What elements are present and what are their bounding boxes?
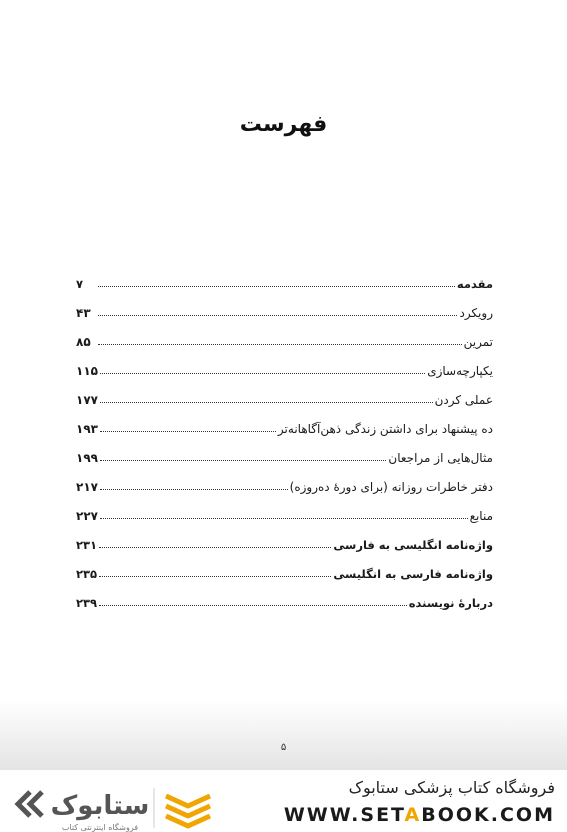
logo-subtext: فروشگاه اینترنتی کتاب: [61, 823, 139, 832]
dot-leader: [99, 575, 331, 577]
toc-entry-title: واژه‌نامه فارسی به انگلیسی: [333, 567, 493, 581]
page-title: فهرست: [239, 112, 328, 137]
dot-leader: [99, 604, 407, 606]
toc-entry-page: ۲۲۷: [76, 509, 98, 523]
toc-entry-page: ۲۳۱: [76, 538, 98, 552]
toc-entry-page: ۴۳: [76, 306, 91, 320]
toc-row: [76, 494, 493, 523]
toc-entry-title: رویکرد: [459, 306, 493, 320]
toc-entry-title: دفتر خاطرات روزانه (برای دورۀ ده‌روزه): [289, 480, 493, 494]
page-number: ۵: [280, 742, 287, 753]
store-logo: [8, 780, 218, 832]
dot-leader: [100, 517, 468, 519]
url-suffix: BOOK.COM: [421, 804, 555, 826]
dot-leader: [99, 546, 331, 548]
toc-row: [76, 291, 493, 320]
toc-entry-title: تمرین: [463, 335, 493, 349]
toc-entry-title: واژه‌نامه انگلیسی به فارسی: [333, 538, 493, 552]
table-of-contents: [76, 262, 493, 610]
store-url: [284, 804, 555, 826]
dot-leader: [98, 343, 462, 345]
store-name: فروشگاه کتاب پزشکی ستابوک: [348, 778, 555, 797]
url-accent: A: [404, 804, 422, 826]
toc-entry-title: یکپارچه‌سازی: [427, 364, 493, 378]
toc-row: [76, 523, 493, 552]
toc-entry-page: ۷: [76, 277, 84, 291]
dot-leader: [98, 314, 457, 316]
toc-entry-page: ۲۱۷: [76, 480, 98, 494]
watermark-footer: [0, 770, 567, 832]
toc-row: [76, 407, 493, 436]
toc-entry-title: مثال‌هایی از مراجعان: [388, 451, 493, 465]
dot-leader: [100, 488, 288, 490]
toc-entry-page: ۲۳۵: [76, 567, 98, 581]
toc-entry-title: عملی کردن: [434, 393, 493, 407]
double-chevron-icon: [18, 792, 42, 816]
toc-entry-page: ۲۳۹: [76, 596, 98, 610]
toc-row: [76, 349, 493, 378]
toc-row: [76, 262, 493, 291]
url-prefix: WWW.SET: [283, 804, 405, 826]
toc-row: [76, 436, 493, 465]
toc-entry-title: دربارۀ نویسنده: [408, 596, 493, 610]
toc-row: [76, 378, 493, 407]
book-stack-logo-icon: [166, 796, 210, 826]
toc-entry-page: ۱۹۹: [76, 451, 98, 465]
toc-entry-title: منابع: [469, 509, 493, 523]
toc-row: [76, 581, 493, 610]
logo-text: ستابوک: [50, 791, 150, 821]
toc-row: [76, 320, 493, 349]
toc-entry-title: ده پیشنهاد برای داشتن زندگی ذهن‌آگاهانه‌تر: [277, 422, 493, 436]
toc-entry-page: ۱۷۷: [76, 393, 98, 407]
toc-row: [76, 552, 493, 581]
dot-leader: [98, 285, 455, 287]
dot-leader: [100, 459, 386, 461]
toc-entry-page: ۸۵: [76, 335, 91, 349]
toc-entry-page: ۱۱۵: [76, 364, 98, 378]
toc-row: [76, 465, 493, 494]
dot-leader: [100, 401, 433, 403]
dot-leader: [100, 372, 425, 374]
dot-leader: [100, 430, 276, 432]
toc-entry-title: مقدمه: [456, 277, 493, 291]
toc-entry-page: ۱۹۳: [76, 422, 98, 436]
